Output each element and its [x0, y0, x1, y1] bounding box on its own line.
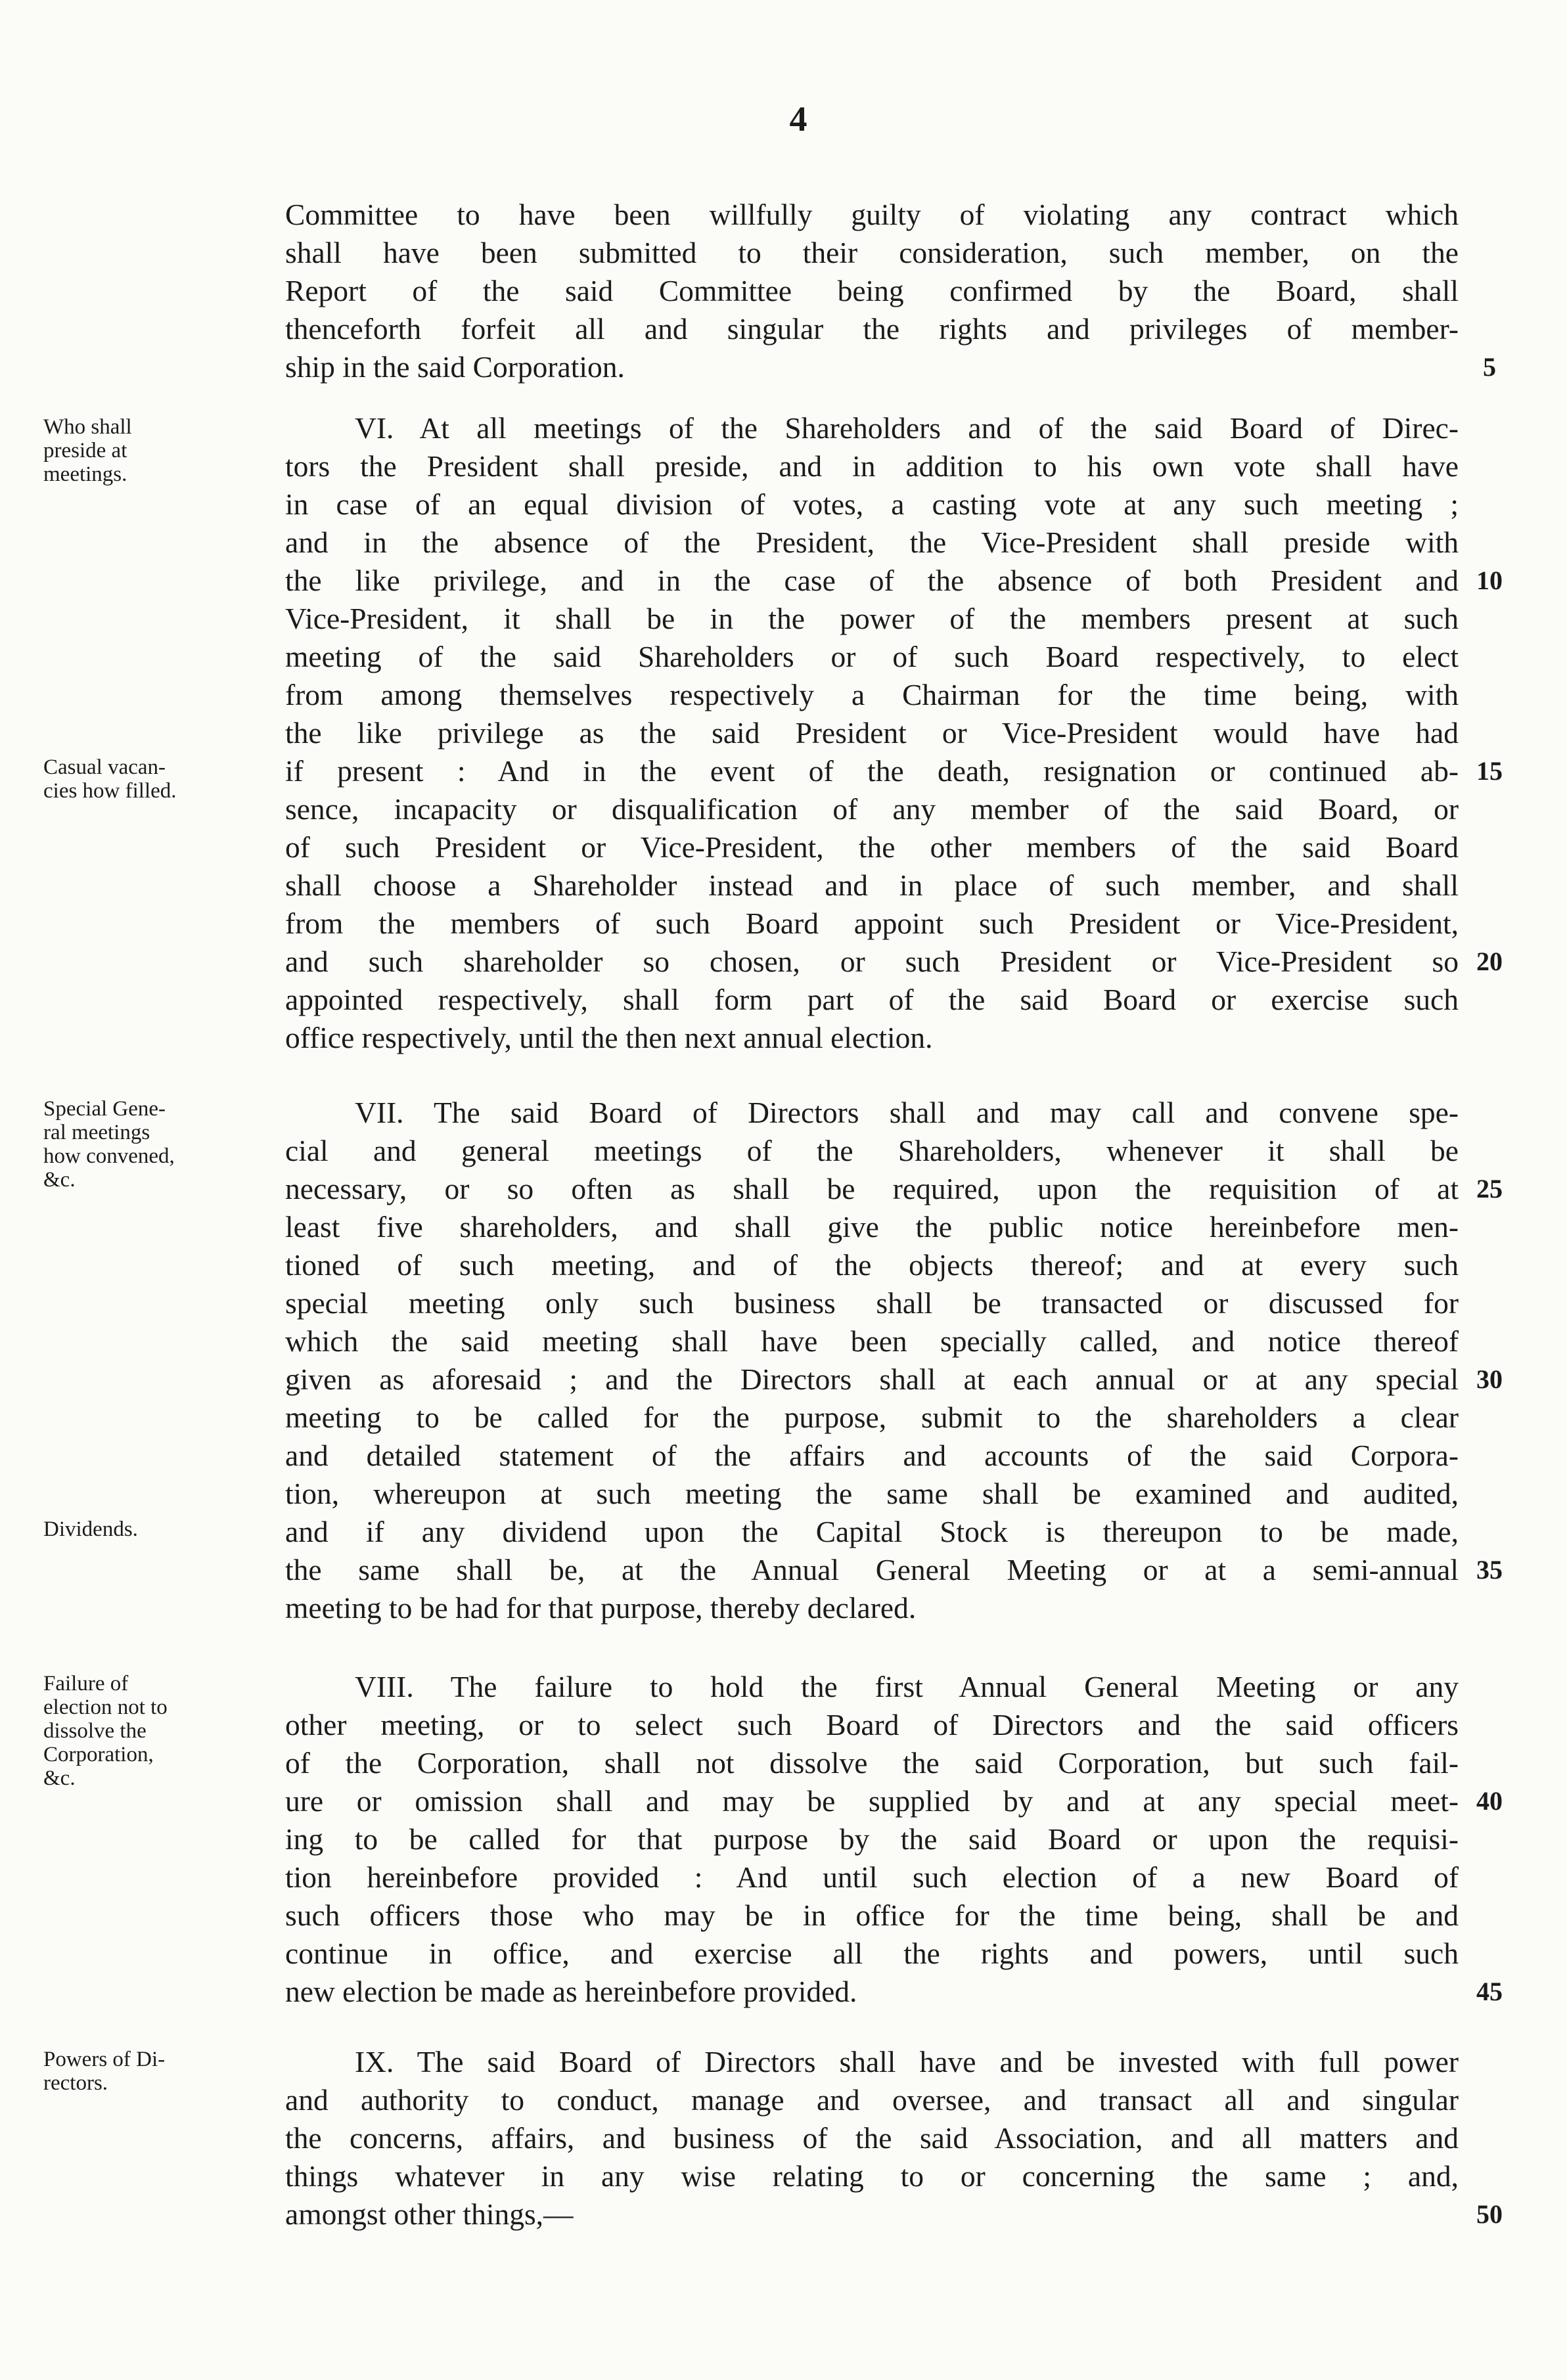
text-line: continue in office, and exercise all the rights and powers, until such: [285, 1937, 1459, 1970]
text-line: given as aforesaid ; and the Directors shall at each annual or at any special: [285, 1362, 1459, 1396]
text-line: and in the absence of the President, the Vice-President shall preside with: [285, 526, 1459, 559]
text-line: Report of the said Committee being confirmed by the Board, shall: [285, 274, 1459, 307]
text-line: Vice-President, it shall be in the power of the members present at such: [285, 602, 1459, 635]
text-line: in case of an equal division of votes, a casting vote at any such meeting ;: [285, 487, 1459, 521]
margin-note-special-meetings: [43, 1097, 280, 1192]
text-line: the like privilege, and in the case of the absence of both President and: [285, 564, 1459, 597]
text-line: of such President or Vice-President, the other members of the said Board: [285, 830, 1459, 864]
text-line: least five shareholders, and shall give the public notice hereinbefore men-: [285, 1210, 1459, 1244]
text-line: necessary, or so often as shall be required, upon the requisition of at: [285, 1172, 1459, 1205]
margin-note-line: how convened,: [43, 1144, 175, 1168]
text-line: IX. The said Board of Directors shall have and be invested with full power: [355, 2045, 1459, 2078]
text-line: special meeting only such business shall be transacted or discussed for: [285, 1286, 1459, 1320]
margin-note-line: preside at: [43, 439, 127, 462]
text-line: things whatever in any wise relating to or concerning the same ; and,: [285, 2159, 1459, 2193]
line-number: 40: [1476, 1786, 1503, 1816]
text-line: office respectively, until the then next annual election.: [285, 1021, 933, 1054]
margin-note-line: cies how filled.: [43, 779, 177, 803]
text-line: appointed respectively, shall form part of the said Board or exercise such: [285, 983, 1459, 1016]
text-line: new election be made as hereinbefore provided.: [285, 1975, 857, 2008]
line-number: 5: [1483, 352, 1496, 382]
margin-note-line: election not to: [43, 1695, 168, 1719]
margin-note-line: Special Gene-: [43, 1097, 166, 1121]
text-line: meeting to be called for the purpose, submit to the shareholders a clear: [285, 1401, 1459, 1434]
margin-note-powers-of-directors: [43, 2048, 280, 2095]
line-number: 10: [1476, 566, 1503, 595]
line-number: 45: [1476, 1977, 1503, 2006]
text-line: tion, whereupon at such meeting the same shall be examined and audited,: [285, 1477, 1459, 1510]
text-line: tioned of such meeting, and of the objects thereof; and at every such: [285, 1248, 1459, 1282]
text-line: which the said meeting shall have been specially called, and notice thereof: [285, 1324, 1459, 1358]
text-line: VI. At all meetings of the Shareholders and of the said Board of Direc-: [355, 411, 1459, 445]
text-line: VIII. The failure to hold the first Annual General Meeting or any: [355, 1670, 1459, 1703]
text-line: and if any dividend upon the Capital Stock is thereupon to be made,: [285, 1515, 1459, 1548]
text-line: Committee to have been willfully guilty of violating any contract which: [285, 198, 1459, 231]
text-line: meeting of the said Shareholders or of such Board respectively, to elect: [285, 640, 1459, 673]
margin-note-line: Powers of Di-: [43, 2048, 166, 2071]
text-line: VII. The said Board of Directors shall and may call and convene spe-: [355, 1096, 1459, 1129]
margin-note-line: Casual vacan-: [43, 755, 166, 779]
text-line: from the members of such Board appoint such President or Vice-President,: [285, 907, 1459, 940]
margin-note-line: meetings.: [43, 462, 127, 486]
text-line: of the Corporation, shall not dissolve the said Corporation, but such fail-: [285, 1746, 1459, 1780]
text-line: meeting to be had for that purpose, thereby declared.: [285, 1591, 917, 1625]
text-line: ure or omission shall and may be supplied by and at any special meet-: [285, 1784, 1459, 1818]
margin-note-line: rectors.: [43, 2071, 108, 2095]
text-line: and authority to conduct, manage and oversee, and transact all and singular: [285, 2083, 1459, 2117]
margin-note-line: Corporation,: [43, 1743, 154, 1766]
margin-note-line: &c.: [43, 1168, 76, 1192]
text-line: ship in the said Corporation.: [285, 350, 625, 384]
text-line: ing to be called for that purpose by the said Board or upon the requisi-: [285, 1822, 1459, 1856]
text-line: if present : And in the event of the death, resignation or continued ab-: [285, 754, 1459, 788]
margin-note-line: Who shall: [43, 415, 132, 439]
text-line: sence, incapacity or disqualification of any member of the said Board, or: [285, 792, 1459, 826]
margin-note-line: dissolve the: [43, 1719, 147, 1743]
text-line: and such shareholder so chosen, or such President or Vice-President so: [285, 945, 1459, 978]
margin-note-line: Failure of: [43, 1672, 129, 1695]
text-line: from among themselves respectively a Chairman for the time being, with: [285, 678, 1459, 711]
line-number: 30: [1476, 1364, 1503, 1394]
text-line: the same shall be, at the Annual General Meeting or at a semi-annual: [285, 1553, 1459, 1586]
text-line: thenceforth forfeit all and singular the rights and privileges of member-: [285, 312, 1459, 346]
margin-note-line: &c.: [43, 1766, 76, 1790]
margin-note-line: Dividends.: [43, 1517, 138, 1541]
text-line: amongst other things,—: [285, 2197, 574, 2231]
line-number: 20: [1476, 947, 1503, 976]
text-line: other meeting, or to select such Board of Directors and the said officers: [285, 1708, 1459, 1741]
margin-note-who-shall-preside: [43, 415, 280, 486]
text-line: cial and general meetings of the Shareholders, whenever it shall be: [285, 1134, 1459, 1167]
margin-note-casual-vacancies: [43, 755, 280, 803]
margin-note-line: ral meetings: [43, 1121, 150, 1144]
line-number: 25: [1476, 1174, 1503, 1203]
line-number: 50: [1476, 2199, 1503, 2229]
text-line: tors the President shall preside, and in addition to his own vote shall have: [285, 449, 1459, 483]
margin-note-failure-of-election: [43, 1672, 280, 1790]
text-line: shall choose a Shareholder instead and in place of such member, and shall: [285, 868, 1459, 902]
text-line: the concerns, affairs, and business of the said Association, and all matters and: [285, 2121, 1459, 2155]
text-line: and detailed statement of the affairs and accounts of the said Corpora-: [285, 1439, 1459, 1472]
text-line: tion hereinbefore provided : And until such election of a new Board of: [285, 1860, 1459, 1894]
text-line: such officers those who may be in office for the time being, shall be and: [285, 1898, 1459, 1932]
text-line: the like privilege as the said President or Vice-President would have had: [285, 716, 1459, 750]
line-number: 35: [1476, 1555, 1503, 1584]
text-line: shall have been submitted to their consideration, such member, on the: [285, 236, 1459, 269]
page-number: 4: [789, 99, 807, 139]
margin-note-dividends: [43, 1517, 280, 1541]
line-number: 15: [1476, 756, 1503, 786]
